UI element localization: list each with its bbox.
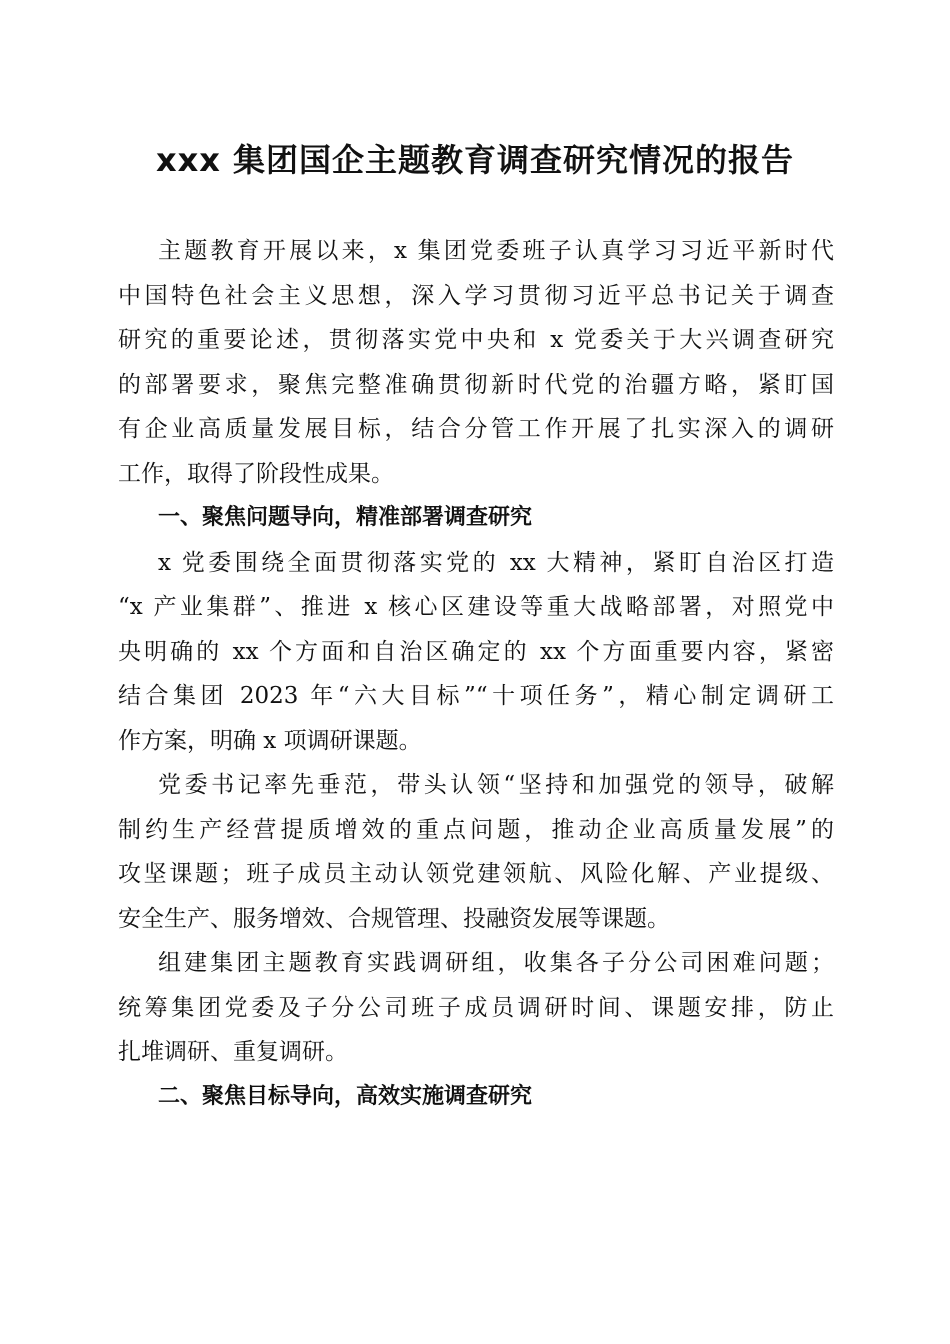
paragraph-line: 统筹集团党委及子分公司班子成员调研时间、课题安排，防止 [118,994,834,1021]
paragraph-line: 中国特色社会主义思想，深入学习贯彻习近平总书记关于调查 [118,282,834,309]
paragraph-line: 央明确的 xx 个方面和自治区确定的 xx 个方面重要内容，紧密 [118,638,834,665]
paragraph-line: 党委书记率先垂范，带头认领“坚持和加强党的领导，破解 [158,772,834,798]
paragraph-line: 作方案，明确 x 项调研课题。 [118,727,422,754]
paragraph-line: 结合集团 2023 年“六大目标”“十项任务”，精心制定调研工 [118,683,834,709]
document-body [118,229,834,1119]
paragraph-line: 安全生产、服务增效、合规管理、投融资发展等课题。 [118,905,670,932]
paragraph-line: “x 产业集群”、推进 x 核心区建设等重大战略部署，对照党中 [118,594,834,620]
paragraph-line: 组建集团主题教育实践调研组，收集各子分公司困难问题； [158,950,834,976]
document-title: xxx 集团国企主题教育调查研究情况的报告 [155,141,795,179]
paragraph-line: 攻坚课题；班子成员主动认领党建领航、风险化解、产业提级、 [118,861,834,887]
paragraph-line: 有企业高质量发展目标，结合分管工作开展了扎实深入的调研 [118,416,834,442]
section-heading: 一、聚焦问题导向，精准部署调查研究 [158,505,533,530]
paragraph-line: x 党委围绕全面贯彻落实党的 xx 大精神，紧盯自治区打造 [158,549,834,576]
paragraph-line: 主题教育开展以来，x 集团党委班子认真学习习近平新时代 [158,238,834,264]
paragraph-line: 研究的重要论述，贯彻落实党中央和 x 党委关于大兴调查研究 [118,327,834,353]
paragraph-line: 的部署要求，聚焦完整准确贯彻新时代党的治疆方略，紧盯国 [118,371,834,398]
paragraph-line: 扎堆调研、重复调研。 [118,1039,348,1065]
section-heading: 二、聚焦目标导向，高效实施调查研究 [158,1083,533,1109]
paragraph-line: 工作，取得了阶段性成果。 [118,460,394,487]
paragraph-line: 制约生产经营提质增效的重点问题，推动企业高质量发展”的 [118,816,834,843]
